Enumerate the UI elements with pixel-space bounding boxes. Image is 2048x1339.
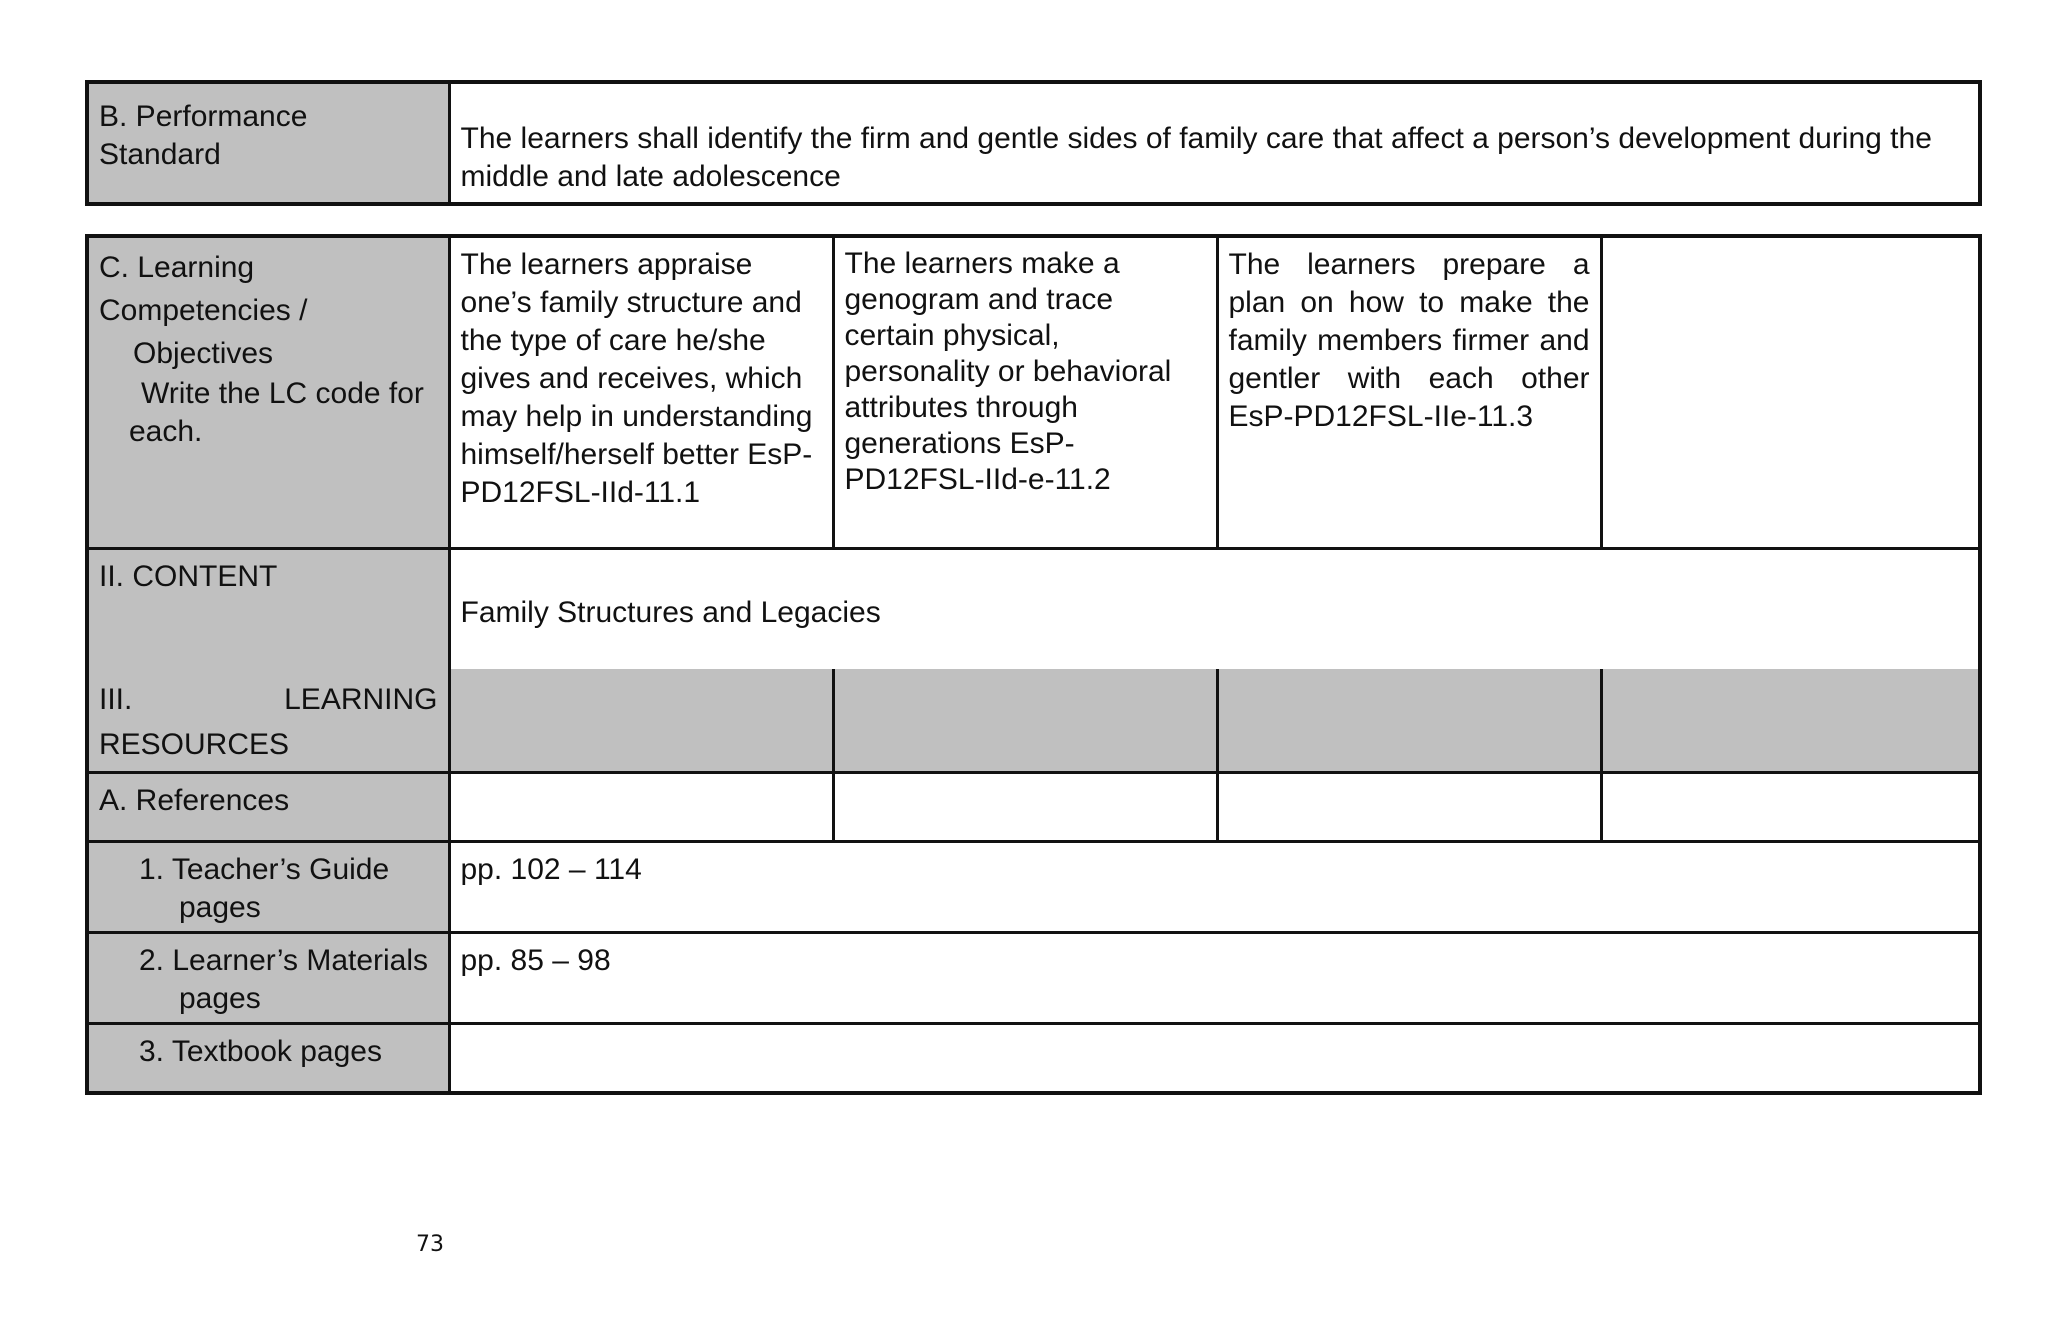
references-cell-2 [833,773,1217,842]
references-label: A. References [87,773,449,842]
performance-standard-table [85,80,1982,206]
objective-cell-4 [1601,236,1980,548]
learners-materials-value: pp. 85 – 98 [449,933,1980,1024]
performance-standard-label-line1: B. Performance [99,100,308,133]
content-text: Family Structures and Legacies [449,548,1980,669]
performance-standard-label-line2: Standard [99,138,221,171]
performance-standard-text: The learners shall identify the firm and gentle sides of family care that affect a person’s development during the middle and late adolescence [449,82,1980,204]
learners-materials-label-line2: pages [179,982,261,1015]
objective-cell-3: The learners prepare a plan on how to make the family members firmer and gentler with each other EsP-PD12FSL-IIe-11.3 [1217,236,1601,548]
textbook-label-text: 3. Textbook pages [139,1035,382,1068]
learning-resources-cell-2 [833,669,1217,773]
content-label: II. CONTENT [87,548,449,669]
lc-label-line1: C. Learning [99,251,255,284]
lc-label-line5: each. [129,415,203,448]
teachers-guide-label-line2: pages [179,891,261,924]
page-number: 73 [416,1232,444,1257]
learners-materials-label-line1: 2. Learner’s Materials [139,944,429,977]
learning-competencies-label [87,236,449,548]
textbook-row [87,1024,1980,1093]
learning-resources-row [87,669,1980,773]
learning-resources-label [87,669,449,773]
textbook-label [87,1024,449,1093]
learning-resources-cell-1 [449,669,833,773]
learning-competencies-row [87,236,1980,548]
lc-label-line2: Competencies / [99,294,308,327]
objective-cell-2: The learners make a genogram and trace certain physical, personality or behavioral attributes through generations EsP-PD12FSL-IId-e-11.2 [833,236,1217,548]
learners-materials-label [87,933,449,1024]
textbook-value [449,1024,1980,1093]
learning-resources-cell-3 [1217,669,1601,773]
content-row [87,548,1980,669]
references-cell-1 [449,773,833,842]
learning-resources-cell-4 [1601,669,1980,773]
lc-label-line3: Objectives [133,337,274,370]
references-cell-4 [1601,773,1980,842]
teachers-guide-label [87,842,449,933]
teachers-guide-value: pp. 102 – 114 [449,842,1980,933]
learning-resources-label-part1: III. [99,683,133,716]
objective-cell-1: The learners appraise one’s family structure and the type of care he/she gives and receives, which may help in understanding himself/herself better EsP-PD12FSL-IId-11.1 [449,236,833,548]
lc-label-line4: Write the LC code for [141,377,424,410]
lesson-plan-table [85,234,1982,1095]
performance-standard-label [87,82,449,204]
references-cell-3 [1217,773,1601,842]
learning-resources-label-part2: LEARNING [284,683,438,716]
learning-resources-label-line2: RESOURCES [99,728,290,761]
learners-materials-row [87,933,1980,1024]
teachers-guide-label-line1: 1. Teacher’s Guide [139,853,390,886]
teachers-guide-row [87,842,1980,933]
references-row [87,773,1980,842]
